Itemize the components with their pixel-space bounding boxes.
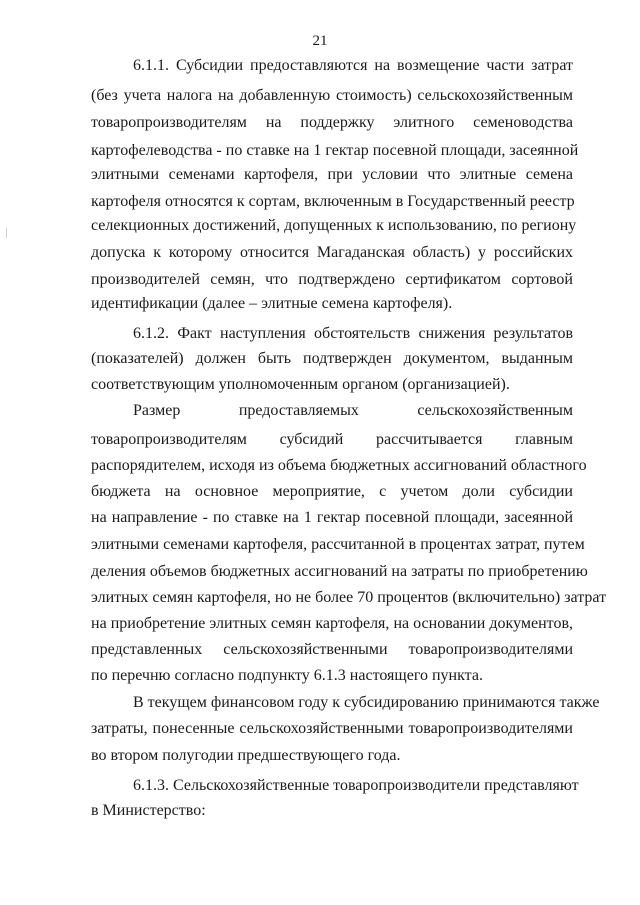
text-line: 6.1.3. Сельскохозяйственные товаропроизводители представляют: [133, 777, 579, 794]
text-line: элитных семян картофеля, но не более 70 процентов (включительно) затрат: [91, 589, 607, 606]
page-number: 21: [312, 33, 328, 49]
text-line: картофеля относятся к сортам, включенным в Государственный реестр: [91, 193, 575, 210]
text-line: элитными семенами картофеля, при условии что элитные семена: [91, 166, 573, 183]
text-line: (показателей) должен быть подтвержден документом, выданным: [91, 350, 573, 367]
text-line: 6.1.2. Факт наступления обстоятельств снижения результатов: [133, 325, 573, 342]
text-line: В текущем финансовом году к субсидированию принимаются также: [133, 694, 600, 711]
text-line: на направление - по ставке на 1 гектар посевной площади, засеянной: [91, 509, 573, 526]
text-line: идентификации (далее – элитные семена картофеля).: [91, 295, 453, 312]
text-line: бюджета на основное мероприятие, с учетом доли субсидии: [91, 483, 573, 500]
text-line: товаропроизводителям на поддержку элитного семеноводства: [91, 114, 573, 131]
text-line: Размер предоставляемых сельскохозяйственным: [133, 402, 573, 419]
text-line: товаропроизводителям субсидий рассчитывается главным: [91, 431, 573, 448]
text-line: в Министерство:: [91, 802, 206, 819]
text-line: распорядителем, исходя из объема бюджетных ассигнований областного: [91, 457, 587, 474]
text-line: картофелеводства - по ставке на 1 гектар посевной площади, засеянной: [91, 142, 579, 159]
text-line: допуска к которому относится Магаданская область) у российских: [91, 244, 573, 261]
text-line: производителей семян, что подтверждено сертификатом сортовой: [91, 271, 573, 288]
text-line: 6.1.1. Субсидии предоставляются на возмещение части затрат: [133, 57, 573, 74]
text-line: (без учета налога на добавленную стоимость) сельскохозяйственным: [91, 87, 573, 104]
text-line: соответствующим уполномоченным органом (организацией).: [91, 376, 510, 393]
text-line: представленных сельскохозяйственными товаропроизводителями: [91, 641, 573, 658]
text-line: селекционных достижений, допущенных к использованию, по региону: [91, 217, 577, 234]
text-line: во втором полугодии предшествующего года.: [91, 747, 401, 764]
text-line: по перечню согласно подпункту 6.1.3 настоящего пункта.: [91, 667, 483, 684]
text-line: на приобретение элитных семян картофеля, на основании документов,: [91, 615, 573, 632]
text-line: элитными семенами картофеля, рассчитанной в процентах затрат, путем: [91, 536, 585, 553]
text-line: затраты, понесенные сельскохозяйственными товаропроизводителями: [91, 720, 573, 737]
margin-mark: [6, 228, 7, 238]
text-line: деления объемов бюджетных ассигнований на затраты по приобретению: [91, 563, 588, 580]
